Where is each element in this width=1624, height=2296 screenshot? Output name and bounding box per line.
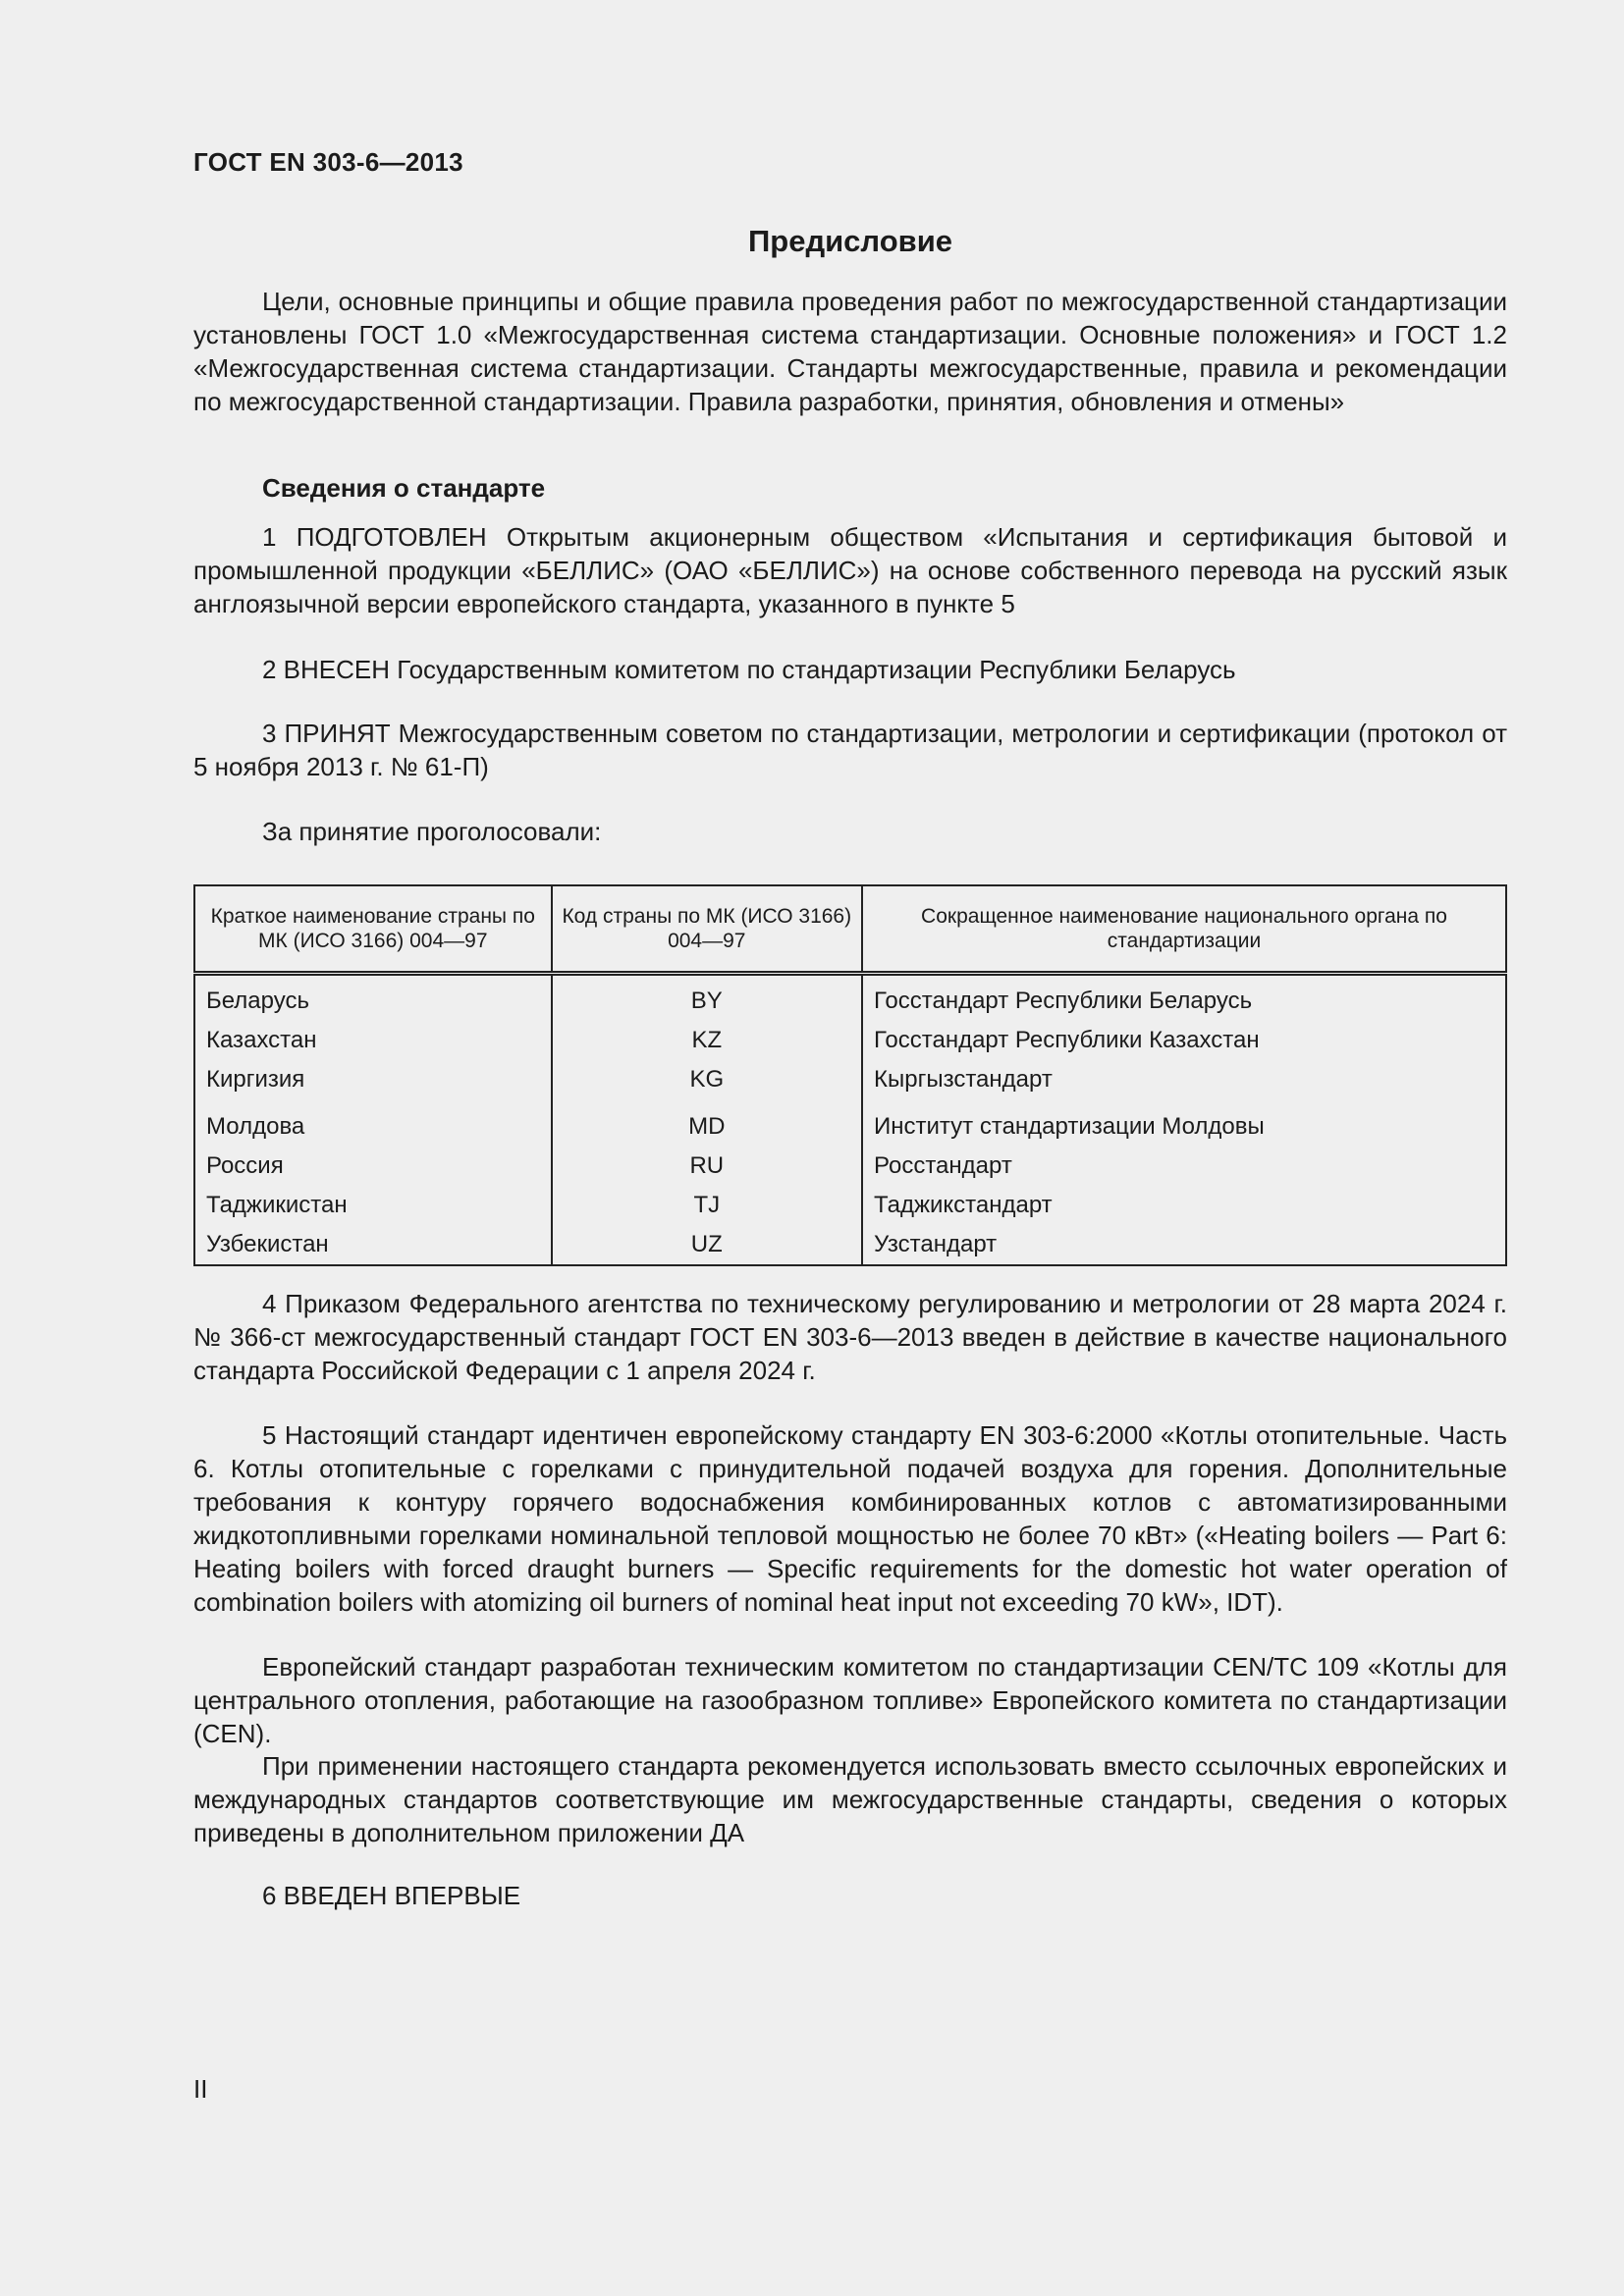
item-3-paragraph: 3 ПРИНЯТ Межгосударственным советом по стандартизации, метрологии и сертификации (протокол от 5 ноября 2013 г. № 61-П) (193, 719, 1507, 781)
country-name: Казахстан (194, 1021, 552, 1060)
section-heading: Сведения о стандарте (262, 473, 546, 503)
item-2-paragraph: 2 ВНЕСЕН Государственным комитетом по стандартизации Республики Беларусь (262, 655, 1236, 684)
country-code: BY (552, 974, 862, 1022)
country-name: Таджикистан (194, 1186, 552, 1225)
item-6-paragraph: 6 ВВЕДЕН ВПЕРВЫЕ (262, 1881, 521, 1910)
table-row (194, 1186, 1506, 1225)
national-body: Таджикстандарт (862, 1186, 1506, 1225)
table-row (194, 1060, 1506, 1099)
national-body: Росстандарт (862, 1147, 1506, 1186)
national-body: Кыргызстандарт (862, 1060, 1506, 1099)
table-row (194, 1099, 1506, 1147)
table-row (194, 1021, 1506, 1060)
country-code: RU (552, 1147, 862, 1186)
item-5-application-paragraph: При применении настоящего стандарта рекомендуется использовать вместо ссылочных европейских и международных стандартов соответствующие им межгосударственные стандарты, сведения о которых приведены в дополнительном приложении ДА (193, 1751, 1507, 1847)
item-5-committee-paragraph: Европейский стандарт разработан техническим комитетом по стандартизации CEN/TC 109 «Котлы для центрального отопления, работающие на газообразном топливе» Европейского комитета по стандартизации (CEN). (193, 1652, 1507, 1748)
country-code: UZ (552, 1225, 862, 1265)
country-name: Киргизия (194, 1060, 552, 1099)
member-countries-table (193, 884, 1507, 1266)
national-body: Госстандарт Республики Беларусь (862, 974, 1506, 1022)
country-name: Беларусь (194, 974, 552, 1022)
item-1-paragraph: 1 ПОДГОТОВЛЕН Открытым акционерным обществом «Испытания и сертификация бытовой и промышленной продукции «БЕЛЛИС» (ОАО «БЕЛЛИС») на основе собственного перевода на русский язык англоязычной версии европейского стандарта, указанного в пункте 5 (193, 522, 1507, 618)
header-country-code: Код страны по МК (ИСО 3166) 004—97 (552, 885, 862, 974)
country-name: Россия (194, 1147, 552, 1186)
intro-paragraph: Цели, основные принципы и общие правила проведения работ по межгосударственной стандартизации установлены ГОСТ 1.0 «Межгосударственная система стандартизации. Основные положения» и ГОСТ 1.2 «Межгосударственная система стандартизации. Стандарты межгосударственные, правила и рекомендации по межгосударственной стандартизации. Правила разработки, принятия, обновления и отмены» (193, 287, 1507, 416)
national-body: Узстандарт (862, 1225, 1506, 1265)
table-row (194, 1225, 1506, 1265)
country-code: TJ (552, 1186, 862, 1225)
header-national-body: Сокращенное наименование национального органа по стандартизации (862, 885, 1506, 974)
national-body: Институт стандартизации Молдовы (862, 1099, 1506, 1147)
country-code: KZ (552, 1021, 862, 1060)
standard-code-header: ГОСТ EN 303-6—2013 (193, 147, 463, 177)
national-body: Госстандарт Республики Казахстан (862, 1021, 1506, 1060)
country-name: Молдова (194, 1099, 552, 1147)
table-header-row (194, 885, 1506, 974)
header-country-name: Краткое наименование страны по МК (ИСО 3166) 004—97 (194, 885, 552, 974)
country-code: KG (552, 1060, 862, 1099)
page-title: Предисловие (747, 224, 952, 258)
country-name: Узбекистан (194, 1225, 552, 1265)
table-row (194, 974, 1506, 1022)
voted-label: За принятие проголосовали: (262, 817, 602, 846)
item-5-paragraph: 5 Настоящий стандарт идентичен европейскому стандарту EN 303-6:2000 «Котлы отопительные. Часть 6. Котлы отопительные с горелками с принудительной подачей воздуха для горения. Дополнительные требования к контуру горячего водоснабжения комбинированных котлов с автоматизированными жидкотопливными горелками номинальной тепловой мощностью не более 70 кВт» («Heating boilers — Part 6: Heating boilers with forced draught burners — Specific requirements for the domestic hot water operation of combination boilers with atomizing oil burners of nominal heat input not exceeding 70 kW», IDT). (193, 1420, 1507, 1617)
page-number: II (193, 2074, 208, 2104)
country-code: MD (552, 1099, 862, 1147)
table-row (194, 1147, 1506, 1186)
item-4-paragraph: 4 Приказом Федерального агентства по техническому регулированию и метрологии от 28 марта 2024 г. № 366-ст межгосударственный стандарт ГОСТ EN 303-6—2013 введен в действие в качестве национального стандарта Российской Федерации с 1 апреля 2024 г. (193, 1289, 1507, 1385)
document-page (193, 0, 1507, 2296)
